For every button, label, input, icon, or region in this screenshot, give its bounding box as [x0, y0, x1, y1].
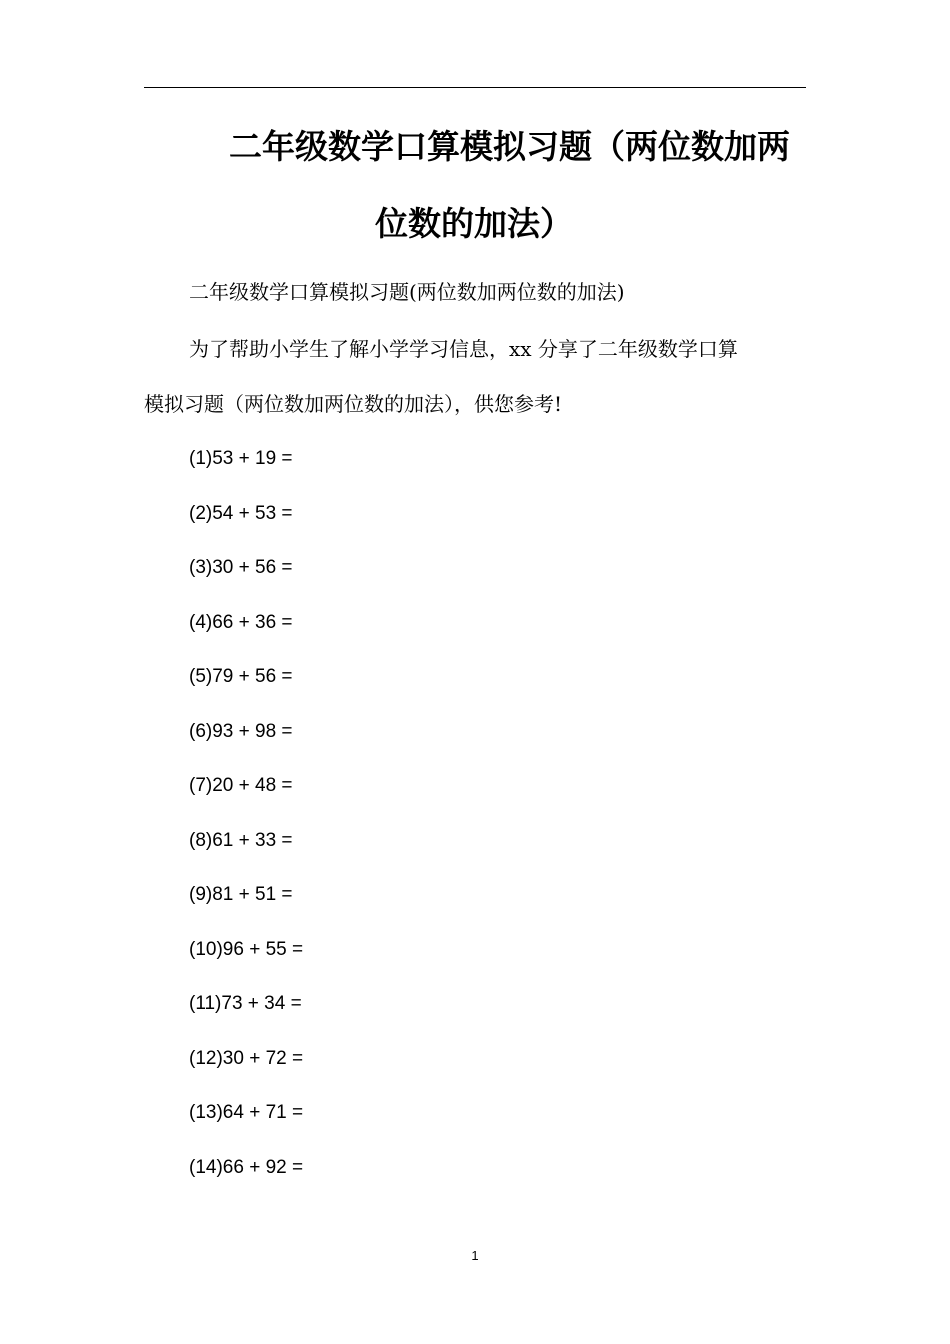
- problem-item: (1)53 + 19 =: [189, 448, 293, 469]
- intro-paragraph-line-2: 模拟习题（两位数加两位数的加法），供您参考!: [144, 392, 563, 416]
- subtitle-paragraph: 二年级数学口算模拟习题(两位数加两位数的加法): [189, 280, 625, 304]
- problem-item: (6)93 + 98 =: [189, 721, 293, 742]
- document-title-line-2: 位数的加法）: [375, 204, 573, 243]
- problem-item: (10)96 + 55 =: [189, 939, 304, 960]
- problem-item: (2)54 + 53 =: [189, 503, 293, 524]
- problem-item: (14)66 + 92 =: [189, 1157, 304, 1178]
- problem-item: (12)30 + 72 =: [189, 1048, 304, 1069]
- page-number: 1: [471, 1248, 479, 1263]
- document-title-line-1: 二年级数学口算模拟习题（两位数加两: [229, 127, 790, 166]
- problem-item: (5)79 + 56 =: [189, 666, 293, 687]
- problem-item: (8)61 + 33 =: [189, 830, 293, 851]
- problem-item: (7)20 + 48 =: [189, 775, 293, 796]
- intro-paragraph-line-1: 为了帮助小学生了解小学学习信息，xx 分享了二年级数学口算: [189, 337, 738, 361]
- problem-item: (3)30 + 56 =: [189, 557, 293, 578]
- problem-item: (4)66 + 36 =: [189, 612, 293, 633]
- problem-item: (13)64 + 71 =: [189, 1102, 304, 1123]
- header-rule: [144, 87, 806, 88]
- problem-item: (9)81 + 51 =: [189, 884, 293, 905]
- problem-item: (11)73 + 34 =: [189, 993, 302, 1014]
